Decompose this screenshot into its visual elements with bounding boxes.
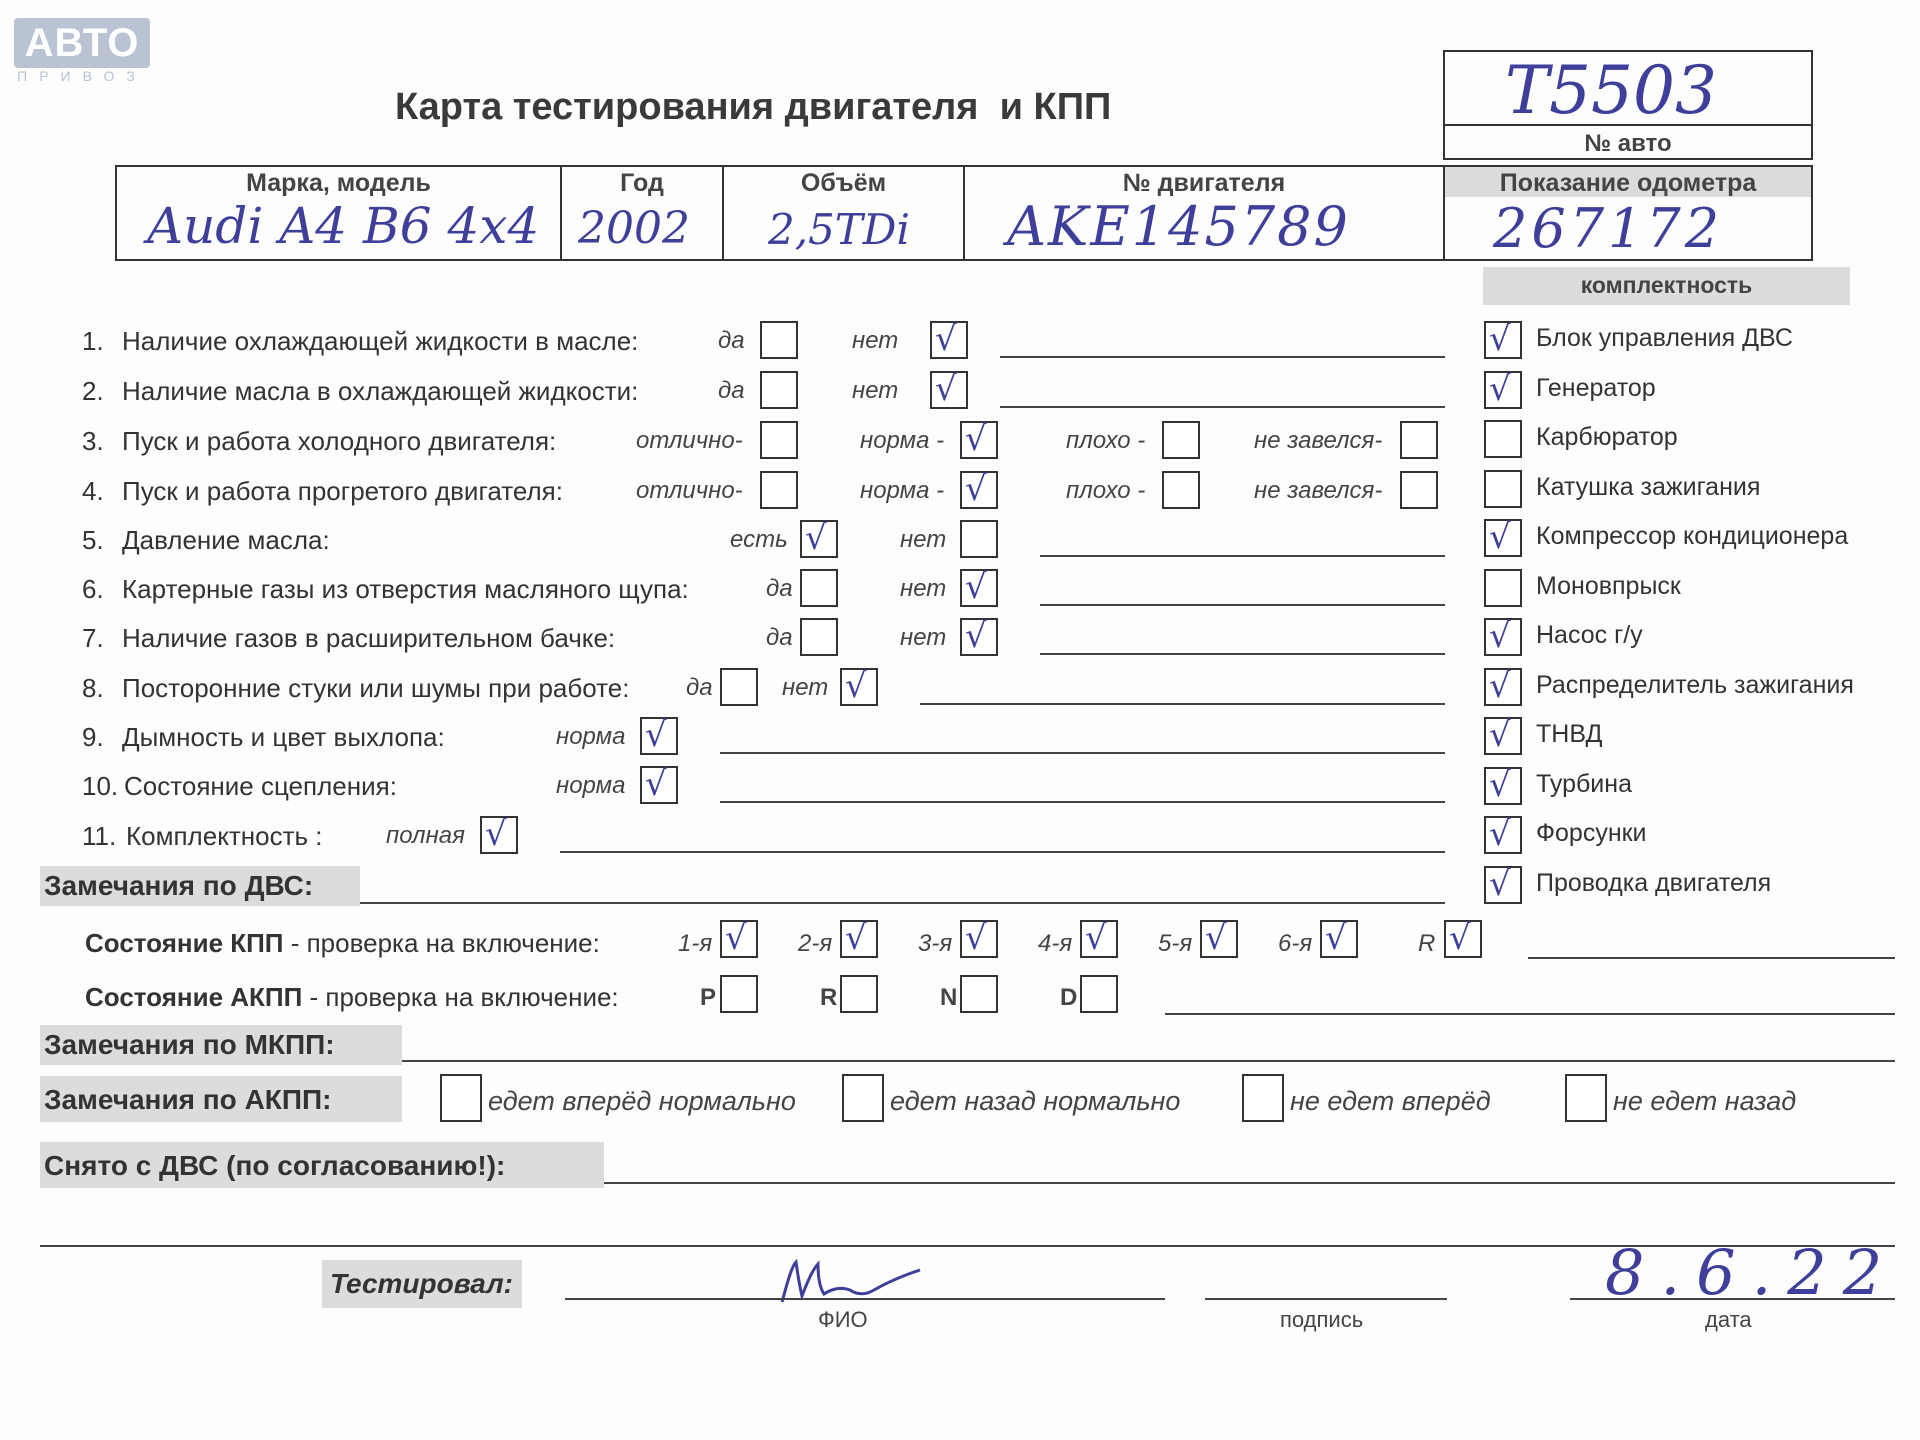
kit-item-label: ТНВД — [1536, 720, 1603, 748]
tester-signature — [770, 1250, 970, 1320]
item-option-label: норма - — [860, 427, 945, 454]
item-comment-line[interactable] — [720, 801, 1445, 803]
kit-checkbox[interactable] — [1484, 470, 1522, 508]
volume-label: Объём — [800, 169, 887, 197]
logo-top-text: АВТО — [24, 21, 140, 65]
item-text: Пуск и работа прогретого двигателя: — [122, 476, 563, 506]
item-option-checkbox[interactable] — [480, 816, 518, 854]
kpp-gear-label: 5-я — [1158, 930, 1193, 957]
item-text: Давление масла: — [122, 525, 330, 555]
kit-item-label: Распределитель зажигания — [1536, 670, 1854, 699]
item-option-checkbox[interactable] — [840, 668, 878, 706]
kit-checkbox[interactable] — [1484, 618, 1522, 656]
kit-checkbox[interactable] — [1484, 665, 1522, 706]
kit-item-label: Насос г/у — [1536, 621, 1643, 649]
kpp-gear-checkbox[interactable] — [840, 920, 878, 958]
item-option-checkbox[interactable] — [1400, 471, 1438, 509]
item-option-checkbox-mark: √ — [485, 814, 507, 854]
item-comment-line[interactable] — [1040, 653, 1445, 655]
item-option-checkbox[interactable] — [760, 471, 798, 509]
item-option-checkbox[interactable] — [930, 321, 968, 359]
kit-checkbox-mark: √ — [1489, 616, 1511, 656]
akpp-gear-checkbox[interactable] — [840, 975, 878, 1013]
volume-cell — [724, 167, 965, 259]
kpp-gear-checkbox-mark: √ — [1205, 918, 1227, 958]
item-option-label: да — [718, 327, 745, 354]
kit-item-label: Генератор — [1536, 373, 1656, 402]
item-option-checkbox-mark: √ — [965, 419, 987, 459]
kpp-gear-label: 4-я — [1038, 930, 1073, 957]
item-option-label: да — [718, 377, 745, 404]
akpp-remark-option-label: не едет назад — [1613, 1086, 1797, 1116]
item-text: Наличие масла в охлаждающей жидкости: — [122, 376, 639, 406]
kpp-line[interactable] — [1528, 957, 1895, 959]
kit-checkbox-mark: √ — [1489, 517, 1511, 557]
item-option-checkbox[interactable] — [960, 471, 998, 509]
item-option-checkbox-mark: √ — [965, 469, 987, 509]
item-option-checkbox[interactable] — [800, 520, 838, 558]
akpp-label: Состояние АКПП - проверка на включение: — [85, 982, 619, 1012]
date-caption: дата — [1705, 1307, 1752, 1332]
year-label: Год — [620, 169, 664, 197]
item-option-checkbox[interactable] — [640, 717, 678, 755]
item-number: 7. — [82, 623, 104, 653]
item-option-label: норма — [556, 772, 626, 799]
item-option-label: нет — [900, 575, 947, 602]
item-number: 3. — [82, 426, 104, 456]
item-option-label: отлично- — [636, 427, 743, 454]
akpp-remark-checkbox[interactable] — [440, 1074, 482, 1122]
akpp-remark-checkbox[interactable] — [842, 1074, 884, 1122]
kpp-gear-label: 6-я — [1278, 930, 1313, 957]
logo-bottom-text: ПРИВОЗ — [17, 68, 147, 84]
car-no-value: Т5503 — [1505, 52, 1717, 129]
header-table — [115, 165, 1813, 261]
kit-checkbox-mark: √ — [1489, 764, 1511, 805]
akpp-gear-label: P — [700, 984, 717, 1011]
item-option-label: норма - — [860, 477, 945, 504]
item-text: Наличие газов в расширительном бачке: — [122, 623, 616, 653]
item-option-checkbox[interactable] — [1162, 421, 1200, 459]
kit-title: комплектность — [1580, 272, 1753, 298]
item-option-label: плохо - — [1066, 427, 1146, 454]
item-option-checkbox[interactable] — [760, 321, 798, 359]
item-option-checkbox[interactable] — [1162, 471, 1200, 509]
item-option-checkbox-mark: √ — [965, 616, 987, 656]
item-option-label: нет — [900, 526, 947, 553]
akpp-gear-checkbox[interactable] — [1080, 975, 1118, 1013]
car-no-box — [1443, 50, 1813, 160]
engine-value: AKE145789 — [1007, 195, 1350, 258]
kpp-gear-checkbox-mark: √ — [1085, 918, 1107, 958]
kit-checkbox-mark: √ — [1489, 665, 1511, 706]
item-number: 11. — [82, 821, 117, 851]
akpp-remark-option-label: едет вперёд нормально — [488, 1086, 796, 1116]
kpp-gear-checkbox-mark: √ — [1325, 918, 1347, 958]
akpp-gear-label: D — [1060, 984, 1078, 1011]
item-number: 4. — [82, 476, 104, 506]
kpp-gear-checkbox-mark: √ — [1449, 918, 1471, 958]
item-option-label: не завелся- — [1254, 427, 1383, 454]
item-number: 10. — [82, 771, 119, 801]
item-option-checkbox[interactable] — [1400, 421, 1438, 459]
akpp-gear-checkbox[interactable] — [960, 975, 998, 1013]
item-option-checkbox[interactable] — [760, 421, 798, 459]
item-text: Состояние сцепления: — [124, 771, 397, 801]
item-text: Дымность и цвет выхлопа: — [122, 722, 445, 752]
item-option-label: нет — [900, 624, 947, 651]
akpp-remark-option-label: не едет вперёд — [1290, 1086, 1491, 1116]
kit-item-label: Форсунки — [1536, 819, 1647, 847]
item-option-checkbox[interactable] — [960, 618, 998, 656]
item-option-checkbox-mark: √ — [965, 567, 987, 607]
kpp-gear-label: 3-я — [918, 930, 953, 957]
volume-value: 2,5TDi — [768, 205, 910, 254]
akpp-remark-checkbox[interactable] — [1242, 1074, 1284, 1122]
item-number: 8. — [82, 673, 104, 703]
kpp-gear-label: R — [1418, 930, 1436, 957]
kpp-gear-checkbox-mark: √ — [845, 918, 867, 958]
item-comment-line[interactable] — [1000, 356, 1445, 358]
item-option-checkbox[interactable] — [640, 766, 678, 804]
year-value: 2002 — [578, 203, 690, 254]
akpp-remark-option-label: едет назад нормально — [890, 1086, 1181, 1116]
kit-checkbox-mark: √ — [1489, 814, 1511, 854]
item-option-label: плохо - — [1066, 477, 1146, 504]
car-no-label: № авто — [1584, 130, 1672, 157]
kpp-label: Состояние КПП - проверка на включение: — [85, 928, 600, 958]
item-option-checkbox-mark: √ — [645, 764, 667, 804]
item-option-label: нет — [852, 377, 899, 404]
item-option-checkbox[interactable] — [800, 569, 838, 607]
akpp-line[interactable] — [1165, 1013, 1895, 1015]
item-text: Пуск и работа холодного двигателя: — [122, 426, 557, 456]
kit-item-label: Карбюратор — [1536, 423, 1678, 451]
remarks-engine-label: Замечания по ДВС: — [44, 870, 314, 901]
removed-line[interactable] — [604, 1182, 1895, 1184]
akpp-gear-checkbox[interactable] — [720, 975, 758, 1013]
item-option-checkbox-mark: √ — [645, 715, 667, 755]
remarks-mkpp-label: Замечания по МКПП: — [44, 1029, 335, 1060]
fio-caption: ФИО — [818, 1307, 868, 1332]
kit-checkbox[interactable] — [1484, 863, 1522, 904]
item-option-label: отлично- — [636, 477, 743, 504]
item-option-label: не завелся- — [1254, 477, 1383, 504]
item-text: Комплектность : — [126, 821, 323, 851]
item-option-label: есть — [730, 526, 788, 553]
sign-caption: подпись — [1280, 1307, 1364, 1332]
odometer-label: Показание одометра — [1445, 167, 1811, 197]
item-option-checkbox[interactable] — [930, 371, 968, 409]
kit-checkbox[interactable] — [1484, 717, 1522, 755]
removed-label: Снято с ДВС (по согласованию!): — [44, 1150, 506, 1181]
kit-item-label: Турбина — [1536, 769, 1632, 798]
item-option-label: да — [766, 624, 793, 651]
make-label: Марка, модель — [246, 169, 431, 197]
item-option-checkbox[interactable] — [960, 569, 998, 607]
kit-item-label: Катушка зажигания — [1536, 472, 1761, 501]
kit-checkbox[interactable] — [1484, 420, 1522, 458]
kit-item-label: Компрессор кондиционера — [1536, 522, 1849, 550]
item-comment-line[interactable] — [1040, 604, 1445, 606]
item-number: 1. — [82, 326, 104, 356]
kit-checkbox[interactable] — [1484, 519, 1522, 557]
item-text: Картерные газы из отверстия масляного щупа: — [122, 574, 689, 604]
page-title: Карта тестирования двигателя и КПП — [395, 86, 1112, 128]
kpp-gear-checkbox[interactable] — [1200, 920, 1238, 958]
date-line[interactable] — [1570, 1298, 1895, 1300]
sign-line[interactable] — [1205, 1298, 1447, 1300]
kpp-gear-checkbox[interactable] — [1320, 920, 1358, 958]
kpp-gear-checkbox-mark: √ — [725, 918, 747, 958]
make-value: Audi A4 B6 4x4 — [147, 197, 540, 255]
item-option-checkbox[interactable] — [800, 618, 838, 656]
item-option-label: норма — [556, 723, 626, 750]
odometer-cell — [1445, 167, 1811, 259]
kpp-gear-checkbox[interactable] — [1080, 920, 1118, 958]
kit-checkbox[interactable] — [1484, 816, 1522, 854]
item-comment-line[interactable] — [720, 752, 1445, 754]
kpp-gear-checkbox-mark: √ — [965, 918, 987, 958]
remarks-engine-line[interactable] — [360, 902, 1445, 904]
item-option-label: да — [766, 575, 793, 602]
kit-checkbox[interactable] — [1484, 321, 1522, 359]
item-option-label: да — [686, 674, 713, 701]
kit-item-label: Блок управления ДВС — [1536, 324, 1793, 352]
item-comment-line[interactable] — [1000, 406, 1445, 408]
item-comment-line[interactable] — [920, 703, 1445, 705]
kpp-gear-checkbox[interactable] — [1444, 920, 1482, 958]
engine-cell — [965, 167, 1445, 259]
akpp-gear-label: N — [940, 984, 958, 1011]
item-option-checkbox[interactable] — [960, 421, 998, 459]
item-option-checkbox-mark: √ — [935, 319, 957, 359]
kit-checkbox[interactable] — [1484, 368, 1522, 409]
item-option-checkbox-mark: √ — [935, 369, 957, 409]
kit-checkbox-mark: √ — [1489, 368, 1511, 409]
kpp-gear-checkbox[interactable] — [960, 920, 998, 958]
item-comment-line[interactable] — [560, 851, 1445, 853]
item-number: 6. — [82, 574, 104, 604]
logo — [14, 18, 150, 68]
item-option-checkbox[interactable] — [960, 520, 998, 558]
kit-item-label: Проводка двигателя — [1536, 868, 1772, 897]
item-option-label: полная — [386, 822, 465, 849]
date-value: 8.6.22 — [1605, 1236, 1899, 1309]
year-cell — [562, 167, 724, 259]
item-option-checkbox[interactable] — [760, 371, 798, 409]
kpp-gear-label: 2-я — [798, 930, 833, 957]
akpp-gear-label: R — [820, 984, 838, 1011]
item-number: 5. — [82, 525, 104, 555]
kpp-gear-label: 1-я — [678, 930, 713, 957]
item-number: 9. — [82, 722, 104, 752]
kit-item-label: Моновпрыск — [1536, 571, 1681, 600]
item-option-label: нет — [782, 674, 829, 701]
fio-line[interactable] — [565, 1298, 1165, 1300]
engine-label: № двигателя — [1122, 169, 1286, 197]
kit-checkbox[interactable] — [1484, 764, 1522, 805]
item-option-checkbox-mark: √ — [845, 666, 867, 706]
item-option-label: нет — [852, 327, 899, 354]
akpp-remark-checkbox[interactable] — [1565, 1074, 1607, 1122]
item-option-checkbox[interactable] — [720, 668, 758, 706]
make-cell — [117, 167, 562, 259]
remarks-mkpp-line[interactable] — [402, 1060, 1895, 1062]
kit-checkbox[interactable] — [1484, 569, 1522, 607]
item-option-checkbox-mark: √ — [805, 518, 827, 558]
remarks-akpp-label: Замечания по АКПП: — [44, 1084, 332, 1115]
kit-checkbox-mark: √ — [1489, 715, 1511, 755]
kit-checkbox-mark: √ — [1489, 319, 1511, 359]
item-text: Наличие охлаждающей жидкости в масле: — [122, 326, 639, 356]
kpp-gear-checkbox[interactable] — [720, 920, 758, 958]
item-number: 2. — [82, 376, 104, 406]
item-text: Посторонние стуки или шумы при работе: — [122, 673, 630, 703]
odometer-value: 267172 — [1493, 197, 1724, 260]
kit-checkbox-mark: √ — [1489, 863, 1511, 904]
item-comment-line[interactable] — [1040, 555, 1445, 557]
tested-label: Тестировал: — [330, 1268, 513, 1299]
